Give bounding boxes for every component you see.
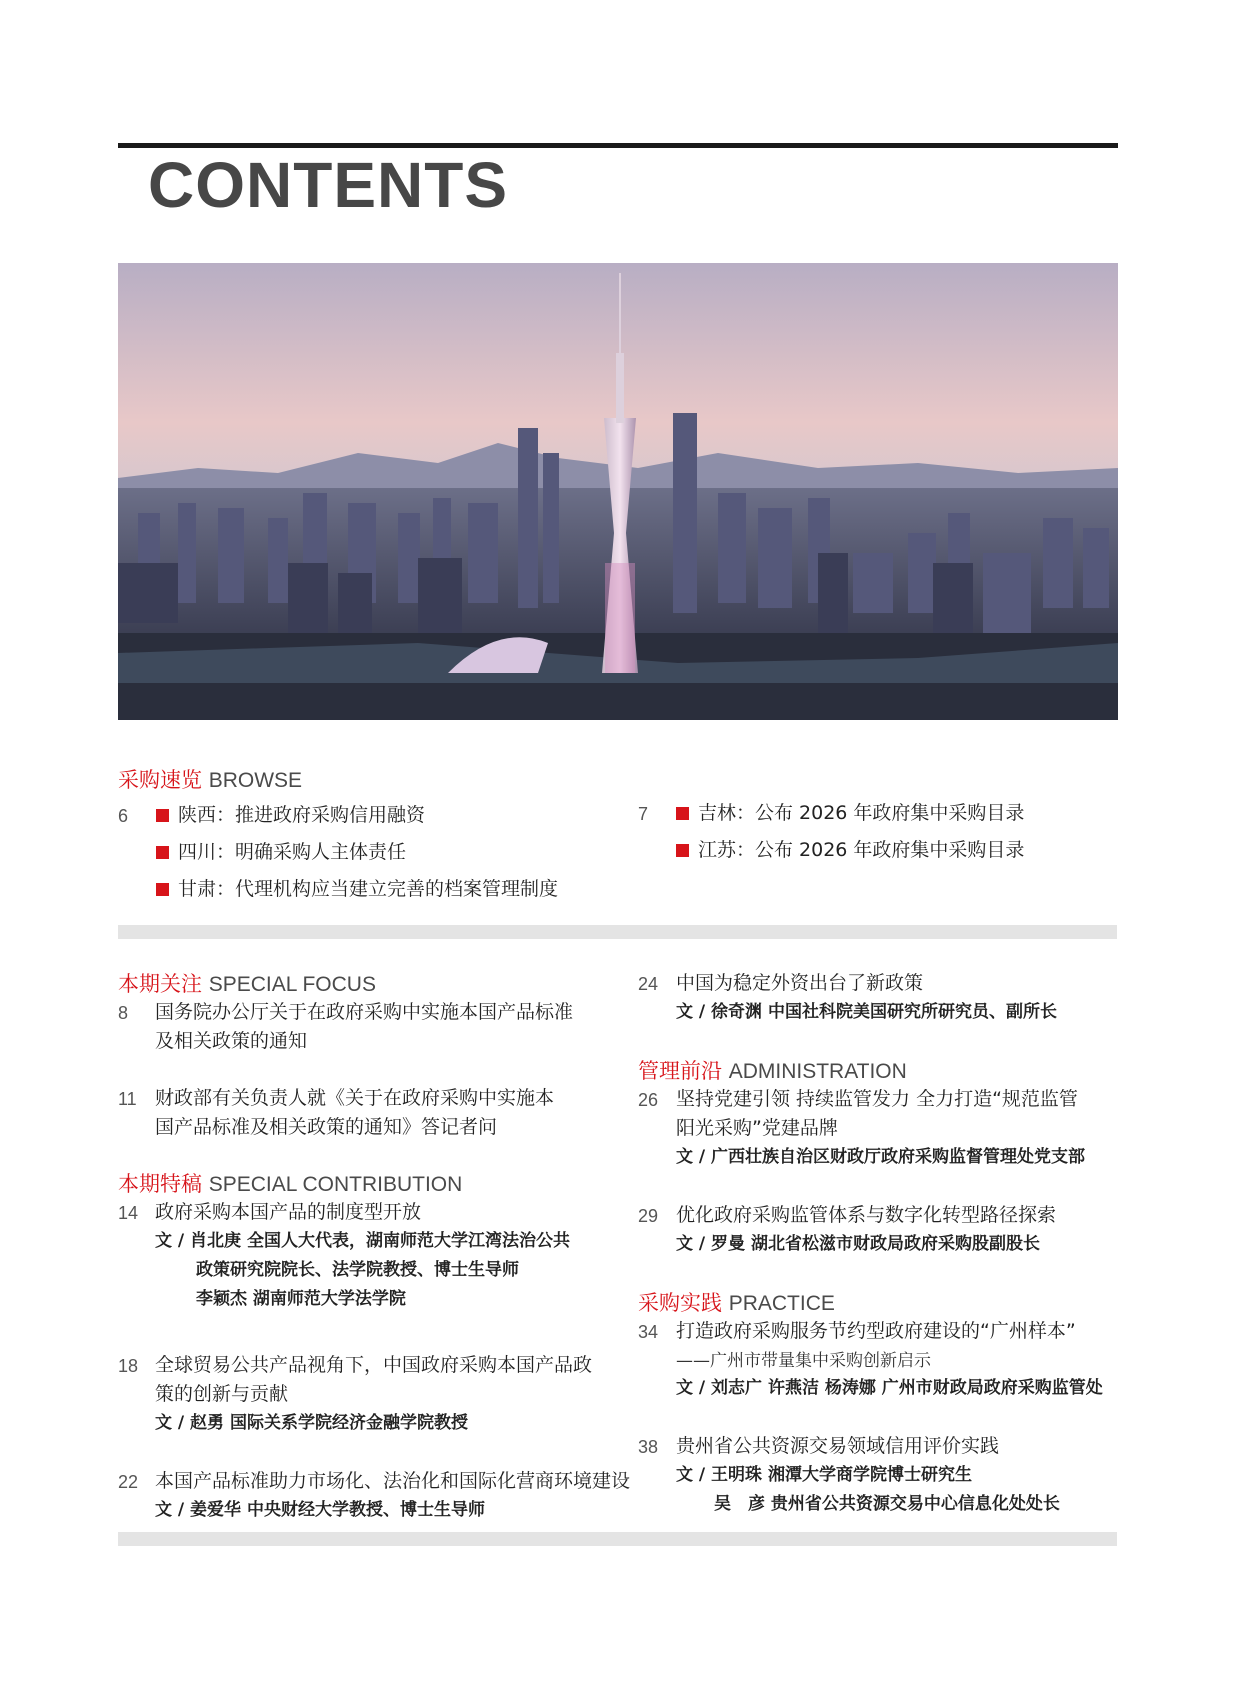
section-practice [638, 1290, 835, 1317]
article-title[interactable]: 中国为稳定外资出台了新政策 [676, 972, 924, 994]
browse-item[interactable]: 四川：明确采购人主体责任 [156, 838, 406, 867]
article-title[interactable]: 国务院办公厅关于在政府采购中实施本国产品标准 [155, 1001, 574, 1023]
section-practice-cn: 采购实践 [638, 1291, 722, 1315]
page-number: 29 [638, 1206, 659, 1226]
page-number: 7 [638, 804, 649, 824]
top-rule [118, 143, 1118, 148]
bullet-square [676, 844, 689, 857]
article-author: 文 / 徐奇渊 中国社科院美国研究所研究员、副所长 [676, 1002, 1057, 1022]
article-author: 文 / 刘志广 许燕洁 杨涛娜 广州市财政局政府采购监管处 [676, 1378, 1103, 1398]
article-author: 吴 彦 贵州省公共资源交易中心信息化处处长 [714, 1494, 1060, 1514]
section-administration-cn: 管理前沿 [638, 1059, 722, 1083]
article-title[interactable]: 本国产品标准助力市场化、法治化和国际化营商环境建设 [155, 1470, 631, 1492]
bullet-square [156, 883, 169, 896]
section-browse [118, 767, 302, 794]
browse-item[interactable]: 吉林：公布 2026 年政府集中采购目录 [676, 799, 1024, 828]
article-author: 文 / 赵勇 国际关系学院经济金融学院教授 [155, 1413, 468, 1433]
article-author: 文 / 肖北庚 全国人大代表，湖南师范大学江湾法治公共 [155, 1231, 570, 1251]
article-title[interactable]: 策的创新与贡献 [155, 1383, 289, 1405]
article-author: 文 / 姜爱华 中央财经大学教授、博士生导师 [155, 1500, 485, 1520]
section-contribution [118, 1171, 462, 1198]
article-title[interactable]: 优化政府采购监管体系与数字化转型路径探索 [676, 1204, 1057, 1226]
article-author: 李颖杰 湖南师范大学法学院 [196, 1289, 406, 1309]
article-title[interactable]: 财政部有关负责人就《关于在政府采购中实施本 [155, 1087, 555, 1109]
bullet-square [676, 807, 689, 820]
article-title[interactable]: 国产品标准及相关政策的通知》答记者问 [155, 1116, 498, 1138]
section-administration [638, 1058, 907, 1085]
section-practice-en: PRACTICE [728, 1292, 835, 1315]
article-author: 政策研究院院长、法学院教授、博士生导师 [196, 1260, 519, 1280]
browse-item[interactable]: 江苏：公布 2026 年政府集中采购目录 [676, 836, 1024, 865]
article-title[interactable]: 全球贸易公共产品视角下，中国政府采购本国产品政 [155, 1354, 593, 1376]
section-focus-cn: 本期关注 [118, 972, 202, 996]
section-browse-cn: 采购速览 [118, 768, 202, 792]
divider-bar [118, 1532, 1117, 1546]
page-number: 34 [638, 1322, 659, 1342]
article-subtitle: ——广州市带量集中采购创新启示 [676, 1351, 931, 1371]
page-number: 24 [638, 974, 659, 994]
article-title[interactable]: 政府采购本国产品的制度型开放 [155, 1201, 422, 1223]
browse-item[interactable]: 甘肃：代理机构应当建立完善的档案管理制度 [156, 875, 558, 904]
section-contribution-cn: 本期特稿 [118, 1172, 202, 1196]
article-title[interactable]: 及相关政策的通知 [155, 1030, 308, 1052]
page-number: 18 [118, 1356, 139, 1376]
page-number: 22 [118, 1472, 139, 1492]
page-number: 11 [118, 1089, 137, 1109]
page-title: CONTENTS [148, 149, 508, 221]
page-number: 38 [638, 1437, 659, 1457]
section-focus [118, 971, 376, 998]
bullet-square [156, 809, 169, 822]
divider-bar [118, 925, 1117, 939]
article-author: 文 / 王明珠 湘潭大学商学院博士研究生 [676, 1465, 972, 1485]
section-administration-en: ADMINISTRATION [728, 1060, 907, 1083]
article-author: 文 / 罗曼 湖北省松滋市财政局政府采购股副股长 [676, 1234, 1040, 1254]
page-number: 26 [638, 1090, 659, 1110]
article-title[interactable]: 阳光采购”党建品牌 [676, 1117, 838, 1139]
section-focus-en: SPECIAL FOCUS [208, 973, 376, 996]
section-browse-en: BROWSE [208, 769, 303, 792]
article-title[interactable]: 打造政府采购服务节约型政府建设的“广州样本” [676, 1320, 1076, 1342]
section-contribution-en: SPECIAL CONTRIBUTION [208, 1173, 463, 1196]
page-number: 6 [118, 806, 129, 826]
browse-item[interactable]: 陕西：推进政府采购信用融资 [156, 801, 425, 830]
article-title[interactable]: 坚持党建引领 持续监管发力 全力打造“规范监管 [676, 1088, 1078, 1110]
cover-photo [118, 263, 1118, 720]
page-number: 14 [118, 1203, 139, 1223]
article-title[interactable]: 贵州省公共资源交易领域信用评价实践 [676, 1435, 1000, 1457]
bullet-square [156, 846, 169, 859]
page-number: 8 [118, 1003, 129, 1023]
article-author: 文 / 广西壮族自治区财政厅政府采购监督管理处党支部 [676, 1147, 1086, 1167]
